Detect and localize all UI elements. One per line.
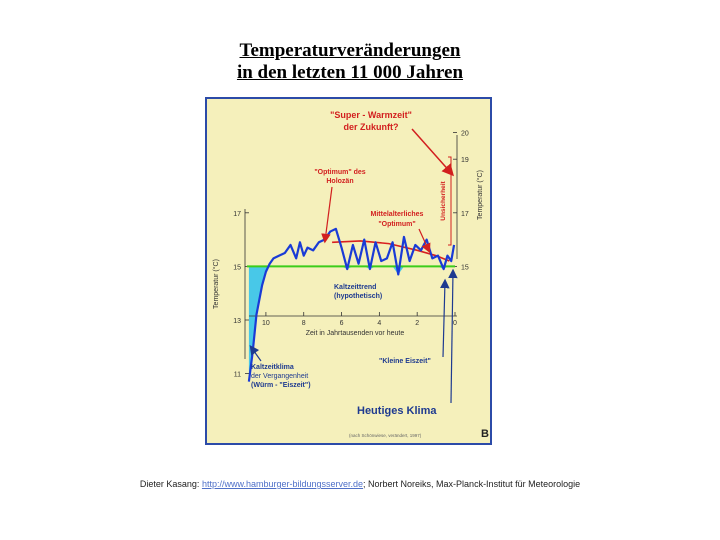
y-tick-label-left: 15	[233, 264, 241, 272]
y-tick-label-left: 17	[233, 210, 241, 218]
label-optimum-2: Holozän	[326, 178, 354, 185]
y-tick-label-right: 19	[461, 157, 469, 165]
y-tick-label-right: 20	[461, 130, 469, 138]
label-mittelalter-2: "Optimum"	[378, 221, 416, 228]
caption-link[interactable]: http://www.hamburger-bildungsserver.de	[201, 479, 364, 489]
x-tick-label: 10	[262, 320, 270, 327]
caption-rest: ; Norbert Noreiks, Max-Planck-Institut für Meteorologie	[363, 479, 581, 489]
page-title	[215, 40, 485, 84]
x-tick-label: 4	[377, 320, 382, 327]
caption	[0, 479, 720, 489]
label-mittelalter: Mittelalterliches	[370, 211, 424, 218]
label-heutiges-klima: Heutiges Klima	[357, 405, 437, 417]
y-axis-title-left: Temperatur (°C)	[213, 259, 220, 309]
logo-mark: B	[481, 428, 489, 440]
source-note: (nach Schönwiese, verändert, 1997)	[349, 433, 422, 438]
x-tick-label: 2	[415, 320, 420, 327]
title-line-2: in den letzten 11 000 Jahren	[236, 62, 464, 83]
label-kaltzeittrend: Kaltzeittrend	[334, 284, 377, 291]
y-tick-label-right: 17	[461, 210, 469, 218]
temperature-chart	[207, 99, 490, 443]
label-super-warmzeit: "Super - Warmzeit"	[330, 110, 412, 120]
x-tick-label: 8	[301, 320, 306, 327]
y-tick-label-left: 11	[233, 371, 241, 379]
label-kaltzeitklima-2: der Vergangenheit	[251, 373, 309, 380]
y-axis-title-right: Temperatur (°C)	[477, 170, 484, 220]
y-tick-label-right: 15	[461, 264, 469, 272]
label-super-warmzeit-2: der Zukunft?	[343, 122, 399, 132]
x-tick-label: 0	[453, 320, 457, 327]
arrow-kleine-eiszeit	[443, 281, 445, 357]
label-optimum: "Optimum" des	[314, 169, 366, 176]
chart-frame	[205, 97, 492, 445]
label-kleine-eiszeit: "Kleine Eiszeit"	[379, 358, 431, 365]
arrow-super-warmzeit	[412, 129, 452, 174]
label-kaltzeittrend-2: (hypothetisch)	[334, 293, 383, 300]
arrow-heutiges-klima	[451, 271, 453, 403]
label-unsicherheit: Unsicherheit	[440, 181, 447, 221]
caption-author: Dieter Kasang:	[139, 479, 202, 489]
x-axis-title: Zeit in Jahrtausenden vor heute	[305, 330, 405, 337]
label-kaltzeitklima-3: (Würm - "Eiszeit")	[251, 382, 311, 389]
y-tick-label-left: 13	[233, 318, 241, 325]
label-kaltzeitklima: Kaltzeitklima	[251, 364, 294, 371]
title-line-1: Temperaturveränderungen	[239, 40, 461, 61]
x-tick-label: 6	[339, 320, 344, 327]
